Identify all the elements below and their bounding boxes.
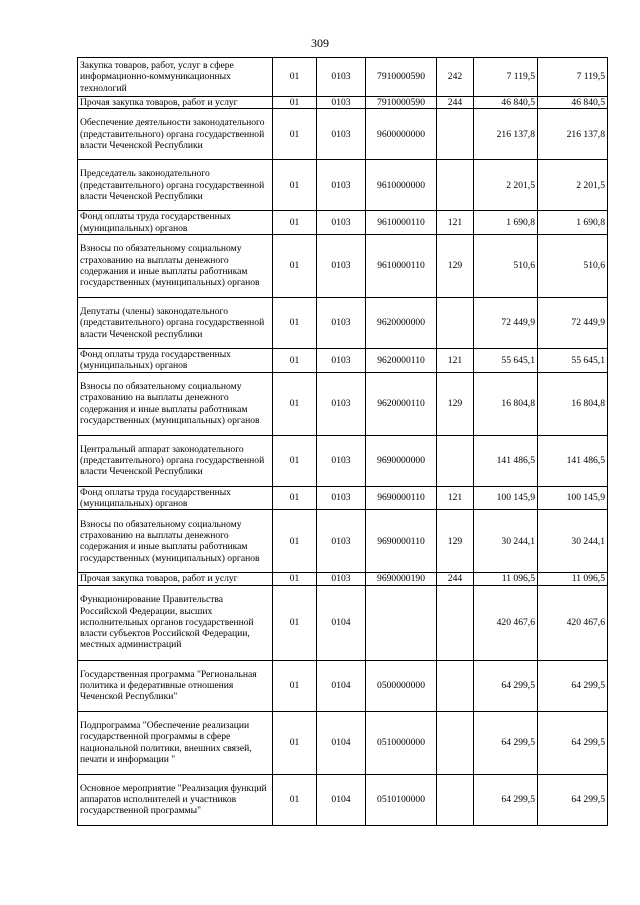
cell-target-article: 9690000190: [366, 573, 437, 585]
cell-expense-type: 129: [437, 372, 474, 435]
cell-target-article: 7910000590: [366, 58, 437, 97]
cell-section: 01: [273, 58, 317, 97]
cell-section: 01: [273, 372, 317, 435]
cell-expense-type: 121: [437, 486, 474, 510]
cell-amount-1: 46 840,5: [474, 97, 538, 109]
cell-section: 01: [273, 660, 317, 711]
cell-expense-type: 244: [437, 573, 474, 585]
cell-target-article: 9610000110: [366, 211, 437, 235]
table-row: [78, 58, 608, 97]
cell-name: Обеспечение деятельности законодательного (представительного) органа государственной власти Чеченской Республики: [78, 109, 273, 160]
cell-subsection: 0103: [317, 234, 366, 297]
table-row: [78, 660, 608, 711]
cell-target-article: 9600000000: [366, 109, 437, 160]
table-row: [78, 486, 608, 510]
cell-expense-type: [437, 585, 474, 660]
cell-subsection: 0103: [317, 435, 366, 486]
cell-amount-1: 64 299,5: [474, 774, 538, 825]
cell-expense-type: [437, 711, 474, 774]
cell-section: 01: [273, 109, 317, 160]
cell-target-article: 9610000000: [366, 160, 437, 211]
cell-subsection: 0103: [317, 348, 366, 372]
cell-amount-1: 100 145,9: [474, 486, 538, 510]
table-row: [78, 297, 608, 348]
cell-target-article: 9620000110: [366, 348, 437, 372]
cell-section: 01: [273, 585, 317, 660]
cell-subsection: 0103: [317, 109, 366, 160]
cell-target-article: 7910000590: [366, 97, 437, 109]
cell-amount-1: 64 299,5: [474, 711, 538, 774]
cell-name: Взносы по обязательному социальному страхованию на выплаты денежного содержания и иные выплаты работникам государственных (муниципальных) органов: [78, 510, 273, 573]
cell-subsection: 0104: [317, 585, 366, 660]
cell-section: 01: [273, 348, 317, 372]
cell-target-article: 9620000000: [366, 297, 437, 348]
cell-name: Функционирование Правительства Российской Федерации, высших исполнительных органов государственной власти субъектов Российской Федерации, местных администраций: [78, 585, 273, 660]
cell-amount-1: 216 137,8: [474, 109, 538, 160]
cell-amount-2: 510,6: [538, 234, 608, 297]
table-row: [78, 573, 608, 585]
cell-amount-1: 30 244,1: [474, 510, 538, 573]
cell-amount-1: 64 299,5: [474, 660, 538, 711]
table-row: [78, 711, 608, 774]
cell-subsection: 0104: [317, 660, 366, 711]
cell-target-article: [366, 585, 437, 660]
cell-subsection: 0103: [317, 211, 366, 235]
cell-amount-2: 16 804,8: [538, 372, 608, 435]
table-row: [78, 234, 608, 297]
cell-name: Закупка товаров, работ, услуг в сфере информационно-коммуникационных технологий: [78, 58, 273, 97]
table-row: [78, 585, 608, 660]
table-row: [78, 510, 608, 573]
cell-target-article: 0510000000: [366, 711, 437, 774]
cell-amount-2: 55 645,1: [538, 348, 608, 372]
cell-amount-1: 55 645,1: [474, 348, 538, 372]
cell-amount-1: 2 201,5: [474, 160, 538, 211]
cell-subsection: 0103: [317, 372, 366, 435]
table-row: [78, 372, 608, 435]
cell-subsection: 0103: [317, 486, 366, 510]
cell-target-article: 9690000110: [366, 486, 437, 510]
cell-target-article: 9690000000: [366, 435, 437, 486]
cell-section: 01: [273, 211, 317, 235]
cell-target-article: 0510100000: [366, 774, 437, 825]
table-row: [78, 435, 608, 486]
cell-section: 01: [273, 435, 317, 486]
cell-expense-type: 129: [437, 510, 474, 573]
cell-section: 01: [273, 297, 317, 348]
cell-amount-2: 141 486,5: [538, 435, 608, 486]
cell-name: Депутаты (члены) законодательного (представительного) органа государственной власти Чеченской республики: [78, 297, 273, 348]
table-row: [78, 97, 608, 109]
cell-amount-2: 46 840,5: [538, 97, 608, 109]
cell-expense-type: 121: [437, 348, 474, 372]
cell-name: Председатель законодательного (представительного) органа государственной власти Чеченской Республики: [78, 160, 273, 211]
budget-table: [77, 57, 608, 826]
cell-amount-1: 7 119,5: [474, 58, 538, 97]
cell-expense-type: [437, 160, 474, 211]
cell-amount-2: 64 299,5: [538, 660, 608, 711]
cell-target-article: 9690000110: [366, 510, 437, 573]
cell-subsection: 0103: [317, 160, 366, 211]
cell-name: Фонд оплаты труда государственных (муниципальных) органов: [78, 348, 273, 372]
cell-subsection: 0103: [317, 297, 366, 348]
cell-name: Взносы по обязательному социальному страхованию на выплаты денежного содержания и иные выплаты работникам государственных (муниципальных) органов: [78, 234, 273, 297]
table-row: [78, 160, 608, 211]
cell-name: Центральный аппарат законодательного (представительного) органа государственной власти Чеченской Республики: [78, 435, 273, 486]
cell-section: 01: [273, 510, 317, 573]
cell-name: Государственная программа "Региональная политика и федеративные отношения Чеченской Республики": [78, 660, 273, 711]
table-body: [78, 58, 608, 826]
cell-amount-2: 100 145,9: [538, 486, 608, 510]
cell-name: Фонд оплаты труда государственных (муниципальных) органов: [78, 486, 273, 510]
cell-subsection: 0103: [317, 97, 366, 109]
cell-subsection: 0103: [317, 58, 366, 97]
cell-amount-2: 64 299,5: [538, 711, 608, 774]
cell-section: 01: [273, 97, 317, 109]
cell-section: 01: [273, 774, 317, 825]
cell-subsection: 0103: [317, 510, 366, 573]
table-row: [78, 774, 608, 825]
cell-expense-type: [437, 774, 474, 825]
cell-amount-2: 420 467,6: [538, 585, 608, 660]
cell-amount-2: 64 299,5: [538, 774, 608, 825]
cell-target-article: 9610000110: [366, 234, 437, 297]
cell-amount-1: 510,6: [474, 234, 538, 297]
cell-name: Взносы по обязательному социальному страхованию на выплаты денежного содержания и иные выплаты работникам государственных (муниципальных) органов: [78, 372, 273, 435]
cell-expense-type: 121: [437, 211, 474, 235]
cell-subsection: 0104: [317, 711, 366, 774]
cell-section: 01: [273, 160, 317, 211]
cell-subsection: 0103: [317, 573, 366, 585]
cell-amount-2: 216 137,8: [538, 109, 608, 160]
cell-expense-type: [437, 297, 474, 348]
cell-expense-type: [437, 660, 474, 711]
cell-amount-1: 11 096,5: [474, 573, 538, 585]
cell-amount-1: 1 690,8: [474, 211, 538, 235]
cell-amount-2: 1 690,8: [538, 211, 608, 235]
cell-section: 01: [273, 486, 317, 510]
cell-subsection: 0104: [317, 774, 366, 825]
cell-section: 01: [273, 711, 317, 774]
table-row: [78, 211, 608, 235]
cell-name: Прочая закупка товаров, работ и услуг: [78, 573, 273, 585]
cell-name: Прочая закупка товаров, работ и услуг: [78, 97, 273, 109]
cell-expense-type: 129: [437, 234, 474, 297]
cell-amount-2: 72 449,9: [538, 297, 608, 348]
cell-target-article: 9620000110: [366, 372, 437, 435]
cell-expense-type: 242: [437, 58, 474, 97]
cell-amount-1: 16 804,8: [474, 372, 538, 435]
cell-expense-type: 244: [437, 97, 474, 109]
cell-expense-type: [437, 435, 474, 486]
cell-amount-2: 11 096,5: [538, 573, 608, 585]
page-number: 309: [311, 36, 329, 50]
cell-target-article: 0500000000: [366, 660, 437, 711]
cell-name: Основное мероприятие "Реализация функций аппаратов исполнителей и участников государственной программы": [78, 774, 273, 825]
cell-name: Фонд оплаты труда государственных (муниципальных) органов: [78, 211, 273, 235]
table-row: [78, 109, 608, 160]
cell-name: Подпрограмма "Обеспечение реализации государственной программы в сфере национальной политики, внешних связей, печати и информации ": [78, 711, 273, 774]
table-row: [78, 348, 608, 372]
cell-amount-2: 2 201,5: [538, 160, 608, 211]
cell-amount-2: 30 244,1: [538, 510, 608, 573]
cell-amount-1: 72 449,9: [474, 297, 538, 348]
cell-section: 01: [273, 573, 317, 585]
cell-amount-1: 141 486,5: [474, 435, 538, 486]
cell-section: 01: [273, 234, 317, 297]
cell-expense-type: [437, 109, 474, 160]
cell-amount-2: 7 119,5: [538, 58, 608, 97]
cell-amount-1: 420 467,6: [474, 585, 538, 660]
